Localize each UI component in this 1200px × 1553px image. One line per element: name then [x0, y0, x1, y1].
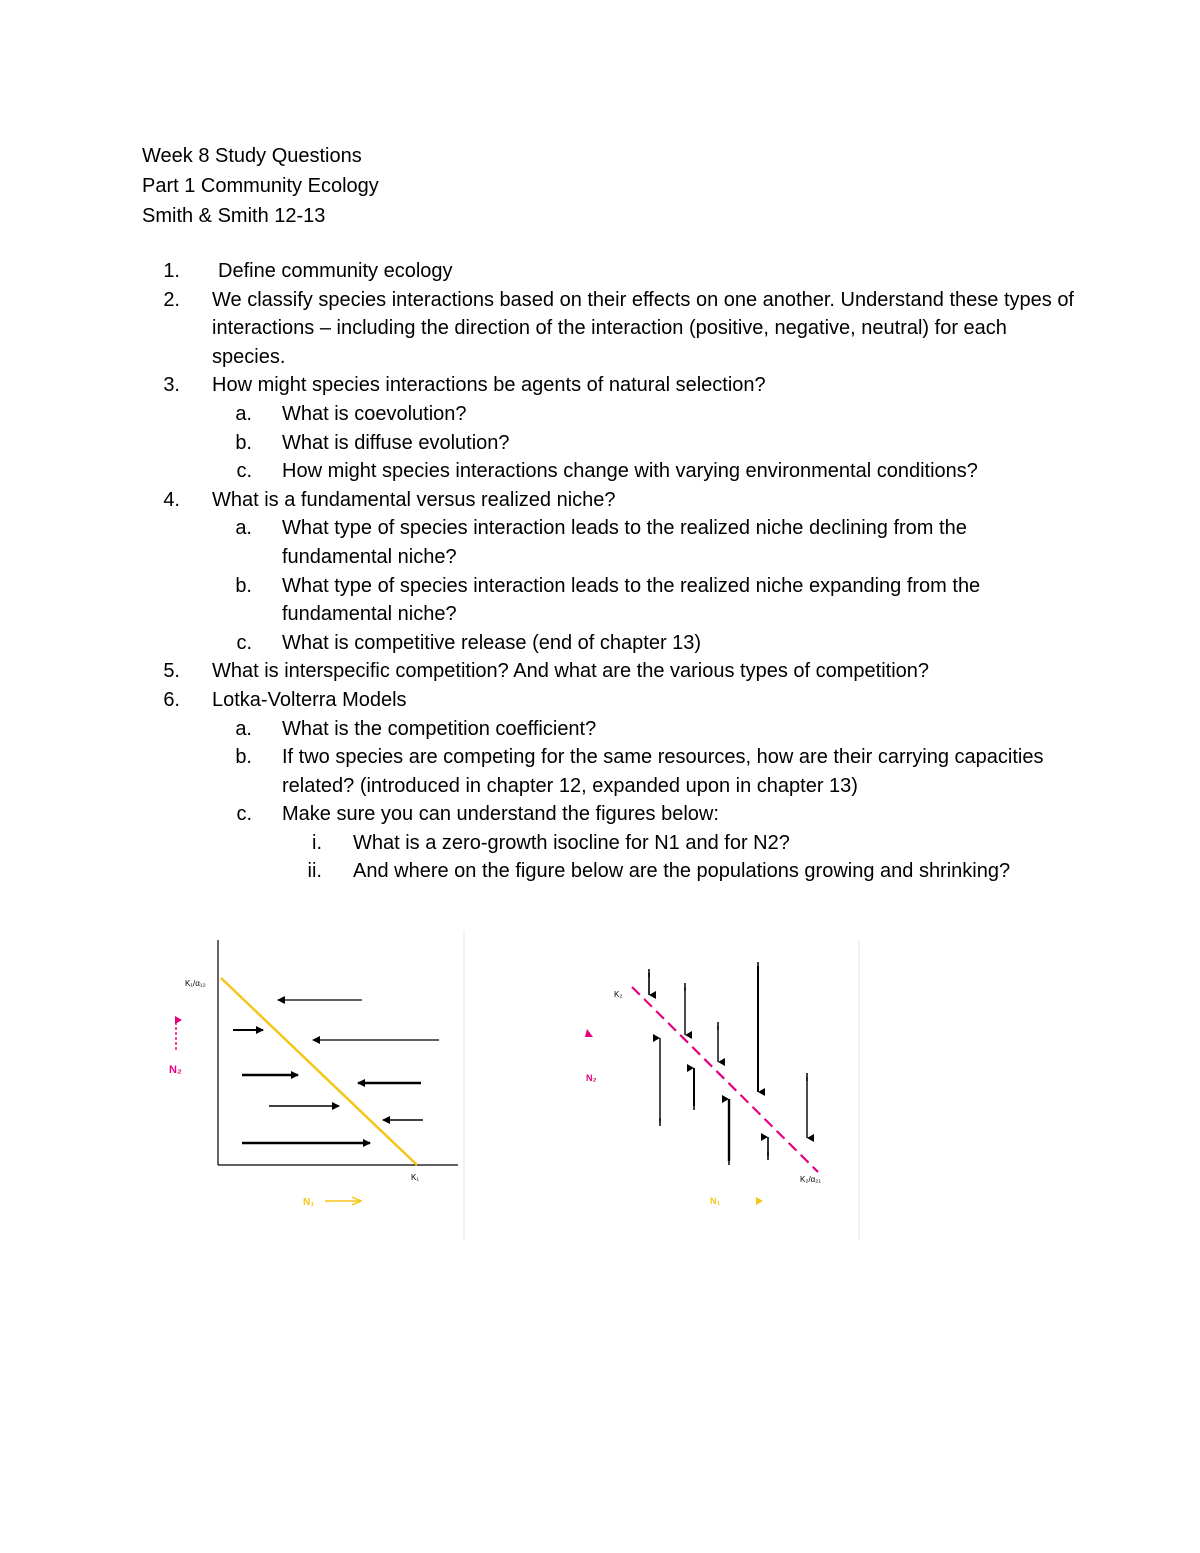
subquestion-letter: b. — [235, 431, 252, 454]
subquestion-letter: c. — [236, 631, 252, 654]
question-number: 3. — [163, 374, 180, 397]
subquestion-text: What type of species interaction leads to the realized niche expanding from the fundamental niche? — [282, 574, 981, 626]
subquestion-item — [142, 743, 1082, 800]
question-list — [142, 257, 1082, 886]
subsubquestion-text: What is a zero-growth isocline for N1 and for N2? — [353, 831, 790, 854]
question-text: We classify species interactions based on their effects on one another. Understand these types of interactions – including the direction of the interaction (positive, negative, neutral) for each species. — [212, 288, 1074, 368]
y-axis-label: N₂ — [586, 1073, 597, 1083]
question-item — [142, 371, 1082, 400]
x-intercept-label: K₂/α₂₁ — [800, 1175, 822, 1184]
y-intercept-label: K₁/α₁₂ — [185, 979, 206, 988]
subquestion-text: How might species interactions change with varying environmental conditions? — [282, 460, 978, 483]
question-item — [142, 686, 1082, 715]
y-intercept-label: K₂ — [614, 990, 623, 999]
document-reference: Smith & Smith 12-13 — [142, 205, 326, 227]
question-text: Lotka-Volterra Models — [212, 688, 407, 711]
question-text: How might species interactions be agents of natural selection? — [212, 374, 766, 397]
question-text: What is interspecific competition? And what are the various types of competition? — [212, 660, 930, 683]
n2-direction-arrowhead — [585, 1029, 593, 1037]
x-axis-label: N₁ — [303, 1197, 315, 1208]
question-text: Define community ecology — [218, 260, 453, 282]
subsubquestion-numeral: i. — [312, 831, 322, 854]
subquestion-item — [142, 800, 1082, 829]
subsubquestion-text: And where on the figure below are the populations growing and shrinking? — [353, 860, 1011, 883]
document-title: Week 8 Study Questions — [142, 145, 362, 167]
subsubquestion-numeral: ii. — [307, 860, 322, 883]
subquestion-item — [142, 457, 1082, 486]
subquestion-item — [142, 400, 1082, 429]
subsubquestion-item — [142, 857, 1082, 886]
subquestion-item — [142, 572, 1082, 629]
y-axis-label: N₂ — [169, 1064, 182, 1076]
subquestion-text: What is coevolution? — [282, 402, 467, 425]
subquestion-letter: c. — [236, 460, 252, 483]
subquestion-item — [142, 715, 1082, 744]
question-item — [142, 657, 1082, 686]
x-axis-label: N₁ — [710, 1196, 721, 1206]
n1-direction-arrowhead — [756, 1197, 763, 1205]
subquestion-letter: a. — [235, 517, 252, 540]
isocline-line — [221, 978, 417, 1165]
subquestion-text: Make sure you can understand the figures below: — [282, 803, 719, 826]
question-item — [142, 486, 1082, 515]
figure-n1-isocline — [165, 930, 465, 1240]
figure-n2-isocline — [580, 940, 870, 1240]
trajectory-arrows — [649, 966, 807, 1161]
subquestion-item — [142, 514, 1082, 571]
subquestion-item — [142, 629, 1082, 658]
question-number: 5. — [163, 660, 180, 683]
subquestion-item — [142, 429, 1082, 458]
subsubquestion-item — [142, 829, 1082, 858]
subquestion-letter: b. — [235, 746, 252, 769]
subquestion-letter: c. — [236, 803, 252, 826]
document-subtitle: Part 1 Community Ecology — [142, 175, 379, 197]
subquestion-text: What is diffuse evolution? — [282, 431, 510, 454]
subquestion-text: What is the competition coefficient? — [282, 717, 597, 740]
subquestion-text: If two species are competing for the same resources, how are their carrying capacities related? (introduced in chapter 12, expanded upon in chapter 13) — [282, 746, 1044, 797]
subquestion-text: What is competitive release (end of chapter 13) — [282, 631, 702, 654]
subquestion-letter: a. — [235, 717, 252, 740]
trajectory-arrows — [233, 1000, 439, 1143]
subquestion-text: What type of species interaction leads to the realized niche declining from the fundamental niche? — [282, 517, 967, 568]
question-text: What is a fundamental versus realized niche? — [212, 488, 616, 511]
subquestion-letter: b. — [235, 574, 252, 597]
question-number: 1. — [163, 260, 180, 282]
document-header — [142, 141, 379, 231]
question-number: 6. — [163, 688, 180, 711]
question-number: 4. — [163, 488, 180, 511]
subquestion-letter: a. — [235, 402, 252, 425]
x-intercept-label: K₁ — [411, 1173, 420, 1182]
question-item — [142, 286, 1082, 372]
question-number: 2. — [163, 288, 180, 311]
question-item — [142, 257, 1082, 286]
